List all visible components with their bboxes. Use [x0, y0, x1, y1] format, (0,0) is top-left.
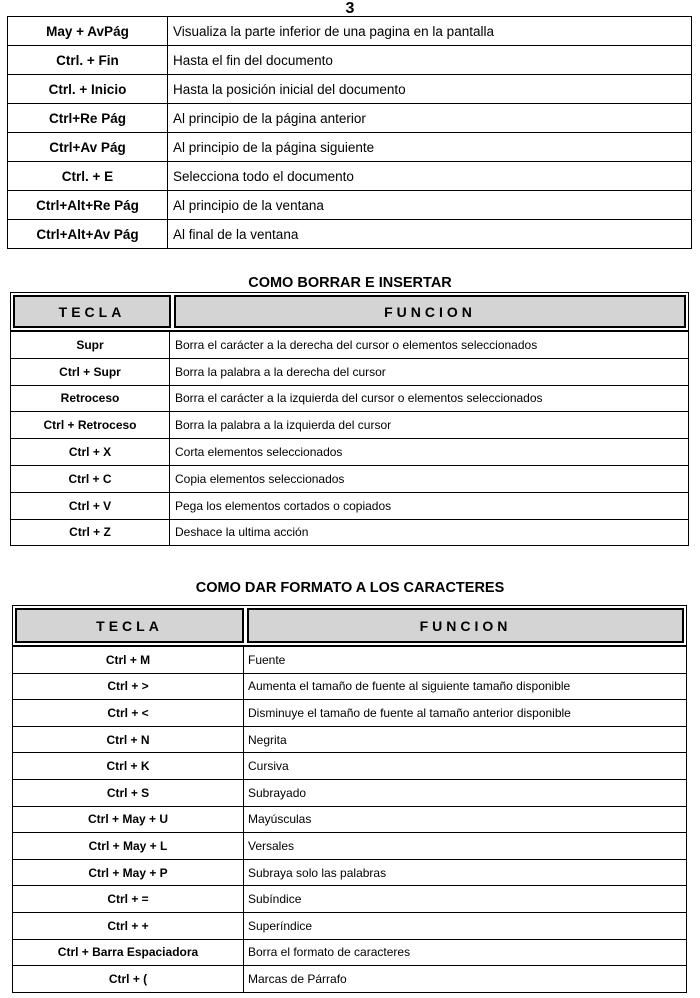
shortcut-key: Ctrl + =	[13, 886, 244, 913]
shortcut-key: May + AvPág	[8, 17, 168, 46]
table-row	[13, 779, 687, 806]
table-row	[13, 966, 687, 993]
shortcut-function: Versales	[244, 833, 687, 860]
table-row	[11, 465, 689, 492]
shortcut-key: Ctrl + X	[11, 439, 170, 466]
table-row	[11, 492, 689, 519]
shortcut-function: Fuente	[244, 647, 687, 674]
shortcut-function: Hasta el fin del documento	[168, 46, 692, 75]
shortcut-key: Ctrl+Av Pág	[8, 133, 168, 162]
shortcut-key: Ctrl + Barra Espaciadora	[13, 939, 244, 966]
page-number: 3	[345, 0, 355, 17]
shortcut-key: Ctrl + >	[13, 673, 244, 700]
table-header-borrar-insertar	[10, 292, 689, 331]
shortcut-key: Ctrl+Alt+Av Pág	[8, 220, 168, 249]
shortcut-function: Subíndice	[244, 886, 687, 913]
table-row	[13, 673, 687, 700]
shortcut-function: Superíndice	[244, 912, 687, 939]
shortcut-function: Al principio de la página anterior	[168, 104, 692, 133]
shortcut-key: Ctrl + M	[13, 647, 244, 674]
table-row	[13, 700, 687, 727]
shortcut-key: Supr	[11, 332, 170, 359]
shortcut-key: Ctrl + Supr	[11, 358, 170, 385]
table-row	[11, 358, 689, 385]
shortcut-key: Ctrl + May + L	[13, 833, 244, 860]
header-funcion: FUNCION	[247, 608, 684, 643]
header-funcion: FUNCION	[174, 295, 686, 328]
shortcut-key: Ctrl + C	[11, 465, 170, 492]
shortcut-function: Deshace la ultima acción	[170, 519, 689, 546]
shortcut-function: Cursiva	[244, 753, 687, 780]
table-row	[13, 726, 687, 753]
shortcut-key: Ctrl + May + P	[13, 859, 244, 886]
table-row	[8, 191, 692, 220]
shortcut-function: Corta elementos seleccionados	[170, 439, 689, 466]
shortcut-function: Al final de la ventana	[168, 220, 692, 249]
table-row	[8, 162, 692, 191]
shortcut-function: Borra la palabra a la derecha del cursor	[170, 358, 689, 385]
shortcut-key: Ctrl + S	[13, 779, 244, 806]
shortcut-key: Ctrl + N	[13, 726, 244, 753]
section-title-formato-caracteres: COMO DAR FORMATO A LOS CARACTERES	[195, 580, 505, 596]
shortcut-key: Retroceso	[11, 385, 170, 412]
shortcut-key: Ctrl + +	[13, 912, 244, 939]
table-row	[8, 17, 692, 46]
shortcut-table-formato-caracteres	[12, 646, 687, 993]
table-row	[13, 753, 687, 780]
shortcut-key: Ctrl. + Fin	[8, 46, 168, 75]
shortcut-table-navigation	[7, 16, 692, 249]
shortcut-key: Ctrl + May + U	[13, 806, 244, 833]
shortcut-function: Borra el carácter a la izquierda del cursor o elementos seleccionados	[170, 385, 689, 412]
table-row	[11, 385, 689, 412]
shortcut-function: Borra la palabra a la izquierda del cursor	[170, 412, 689, 439]
header-tecla: TECLA	[15, 608, 244, 643]
section-title-borrar-insertar: COMO BORRAR E INSERTAR	[248, 275, 452, 291]
shortcut-key: Ctrl + Retroceso	[11, 412, 170, 439]
shortcut-function: Subrayado	[244, 779, 687, 806]
table-row	[8, 133, 692, 162]
table-row	[13, 833, 687, 860]
shortcut-function: Visualiza la parte inferior de una pagina en la pantalla	[168, 17, 692, 46]
shortcut-function: Subraya solo las palabras	[244, 859, 687, 886]
shortcut-key: Ctrl+Alt+Re Pág	[8, 191, 168, 220]
shortcut-function: Marcas de Párrafo	[244, 966, 687, 993]
shortcut-function: Borra el carácter a la derecha del cursor o elementos seleccionados	[170, 332, 689, 359]
shortcut-function: Al principio de la ventana	[168, 191, 692, 220]
shortcut-key: Ctrl+Re Pág	[8, 104, 168, 133]
shortcut-function: Copia elementos seleccionados	[170, 465, 689, 492]
table-row	[13, 647, 687, 674]
table-row	[13, 859, 687, 886]
shortcut-function: Negrita	[244, 726, 687, 753]
header-tecla: TECLA	[13, 295, 171, 328]
shortcut-function: Selecciona todo el documento	[168, 162, 692, 191]
shortcut-function: Mayúsculas	[244, 806, 687, 833]
table-row	[13, 912, 687, 939]
shortcut-key: Ctrl + K	[13, 753, 244, 780]
shortcut-key: Ctrl + (	[13, 966, 244, 993]
shortcut-function: Al principio de la página siguiente	[168, 133, 692, 162]
shortcut-key: Ctrl. + E	[8, 162, 168, 191]
shortcut-function: Borra el formato de caracteres	[244, 939, 687, 966]
table-row	[13, 806, 687, 833]
table-row	[13, 886, 687, 913]
table-header-formato-caracteres	[12, 605, 687, 646]
shortcut-key: Ctrl + <	[13, 700, 244, 727]
table-row	[11, 412, 689, 439]
shortcut-key: Ctrl + V	[11, 492, 170, 519]
shortcut-function: Pega los elementos cortados o copiados	[170, 492, 689, 519]
table-row	[11, 439, 689, 466]
shortcut-table-borrar-insertar	[10, 331, 689, 546]
shortcut-key: Ctrl. + Inicio	[8, 75, 168, 104]
table-row	[8, 104, 692, 133]
table-row	[11, 332, 689, 359]
shortcut-function: Disminuye el tamaño de fuente al tamaño anterior disponible	[244, 700, 687, 727]
table-row	[11, 519, 689, 546]
shortcut-function: Aumenta el tamaño de fuente al siguiente tamaño disponible	[244, 673, 687, 700]
table-row	[8, 75, 692, 104]
shortcut-function: Hasta la posición inicial del documento	[168, 75, 692, 104]
shortcut-key: Ctrl + Z	[11, 519, 170, 546]
table-row	[13, 939, 687, 966]
table-row	[8, 46, 692, 75]
table-row	[8, 220, 692, 249]
